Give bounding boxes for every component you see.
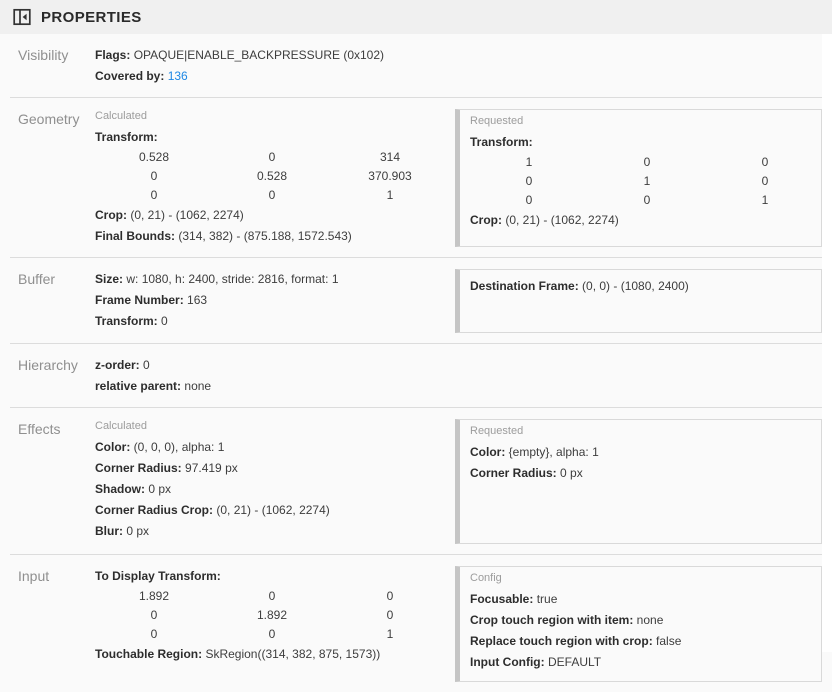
matrix-cell: 0 <box>761 174 769 188</box>
relative-parent-value: none <box>184 379 212 393</box>
color-value: (0, 0, 0), alpha: 1 <box>133 440 225 454</box>
section-buffer <box>10 258 822 344</box>
matrix-cell: 1.892 <box>138 589 170 603</box>
matrix-cell: 0 <box>150 608 158 622</box>
matrix-cell: 0 <box>643 193 651 207</box>
color-key: Color: <box>95 440 131 454</box>
section-label-input: Input <box>18 568 50 584</box>
crop-key: Crop: <box>95 208 127 222</box>
corner-radius-crop-value: (0, 21) - (1062, 2274) <box>216 503 330 517</box>
destination-frame-key: Destination Frame: <box>470 279 579 293</box>
replace-touch-region-row <box>470 631 811 652</box>
relative-parent-key: relative parent: <box>95 379 182 393</box>
color-value: {empty}, alpha: 1 <box>508 445 599 459</box>
buffer-transform-key: Transform: <box>95 314 158 328</box>
section-geometry <box>10 98 822 258</box>
replace-touch-region-key: Replace touch region with crop: <box>470 634 653 648</box>
flags-value: OPAQUE|ENABLE_BACKPRESSURE (0x102) <box>133 48 385 62</box>
buffer-requested-box <box>455 269 822 333</box>
matrix-cell: 0 <box>386 589 394 603</box>
matrix-cell: 1 <box>643 174 651 188</box>
input-config-box <box>455 566 822 682</box>
section-visibility <box>10 34 822 98</box>
z-order-value: 0 <box>143 358 150 372</box>
relative-parent-row <box>95 376 455 397</box>
replace-touch-region-value: false <box>656 634 682 648</box>
matrix-cell: 0 <box>150 627 158 641</box>
touchable-region-value: SkRegion((314, 382, 875, 1573)) <box>205 647 381 661</box>
input-config-row <box>470 652 811 673</box>
destination-frame-row <box>470 276 811 297</box>
crop-touch-region-key: Crop touch region with item: <box>470 613 634 627</box>
z-order-row <box>95 355 455 376</box>
transform-row <box>470 132 811 153</box>
properties-panel-icon <box>12 7 32 27</box>
section-label-effects: Effects <box>18 421 61 437</box>
crop-key: Crop: <box>470 213 502 227</box>
focusable-row <box>470 589 811 610</box>
section-label-geometry: Geometry <box>18 111 80 127</box>
matrix-cell: 314 <box>379 150 401 164</box>
final-bounds-value: (314, 382) - (875.188, 1572.543) <box>178 229 352 243</box>
covered-by-key: Covered by: <box>95 69 165 83</box>
section-label-buffer: Buffer <box>18 271 56 287</box>
matrix-cell: 1 <box>761 193 769 207</box>
destination-frame-value: (0, 0) - (1080, 2400) <box>582 279 689 293</box>
blur-value: 0 px <box>126 524 150 538</box>
final-bounds-row <box>95 226 455 247</box>
matrix-cell: 0 <box>525 174 533 188</box>
buffer-transform-value: 0 <box>161 314 168 328</box>
section-hierarchy <box>10 344 822 408</box>
size-value: w: 1080, h: 2400, stride: 2816, format: 1 <box>126 272 339 286</box>
final-bounds-key: Final Bounds: <box>95 229 175 243</box>
matrix-cell: 0 <box>525 193 533 207</box>
geometry-requested-box <box>455 109 822 247</box>
matrix-cell: 0 <box>386 608 394 622</box>
corner-radius-value: 97.419 px <box>185 461 238 475</box>
section-input <box>10 555 822 692</box>
section-effects <box>10 408 822 555</box>
frame-number-row <box>95 290 455 311</box>
crop-value: (0, 21) - (1062, 2274) <box>505 213 619 227</box>
crop-row <box>470 210 811 231</box>
calculated-tag: Calculated <box>95 420 147 432</box>
shadow-key: Shadow: <box>95 482 145 496</box>
section-label-hierarchy: Hierarchy <box>18 357 78 373</box>
to-display-transform-row <box>95 566 455 587</box>
matrix-cell: 0 <box>268 188 276 202</box>
matrix-cell: 1 <box>386 627 394 641</box>
touchable-region-row <box>95 644 455 665</box>
transform-row <box>95 127 455 148</box>
crop-touch-region-value: none <box>636 613 664 627</box>
crop-value: (0, 21) - (1062, 2274) <box>130 208 244 222</box>
effects-requested-box <box>455 419 822 544</box>
transform-key: Transform: <box>95 130 158 144</box>
section-label-visibility: Visibility <box>18 47 69 63</box>
flags-key: Flags: <box>95 48 131 62</box>
requested-tag: Requested <box>470 425 524 437</box>
size-key: Size: <box>95 272 124 286</box>
covered-by-link[interactable]: 136 <box>167 69 188 83</box>
corner-radius-crop-key: Corner Radius Crop: <box>95 503 214 517</box>
transform-matrix <box>95 148 455 205</box>
matrix-cell: 1.892 <box>256 608 288 622</box>
corner-radius-key: Corner Radius: <box>470 466 557 480</box>
corner-radius-value: 0 px <box>560 466 583 480</box>
buffer-transform-row <box>95 311 455 332</box>
scrollbar-track[interactable] <box>822 34 832 652</box>
blur-key: Blur: <box>95 524 123 538</box>
frame-number-key: Frame Number: <box>95 293 184 307</box>
matrix-cell: 0 <box>268 627 276 641</box>
input-config-key: Input Config: <box>470 655 545 669</box>
color-row <box>470 442 811 463</box>
focusable-value: true <box>536 592 558 606</box>
matrix-cell: 0 <box>643 155 651 169</box>
transform-matrix <box>470 153 811 210</box>
calculated-tag: Calculated <box>95 110 147 122</box>
color-key: Color: <box>470 445 506 459</box>
crop-touch-region-row <box>470 610 811 631</box>
z-order-key: z-order: <box>95 358 140 372</box>
corner-radius-row <box>95 458 455 479</box>
matrix-cell: 0.528 <box>138 150 170 164</box>
properties-header <box>0 0 832 34</box>
focusable-key: Focusable: <box>470 592 534 606</box>
to-display-transform-key: To Display Transform: <box>95 569 221 583</box>
color-row <box>95 437 455 458</box>
matrix-cell: 0 <box>761 155 769 169</box>
shadow-row <box>95 479 455 500</box>
shadow-value: 0 px <box>148 482 172 496</box>
matrix-cell: 0 <box>268 150 276 164</box>
panel-title: PROPERTIES <box>41 8 142 26</box>
corner-radius-row <box>470 463 811 484</box>
covered-by-row <box>95 66 455 87</box>
flags-row <box>95 45 455 66</box>
size-row <box>95 269 455 290</box>
touchable-region-key: Touchable Region: <box>95 647 203 661</box>
matrix-cell: 1 <box>525 155 533 169</box>
corner-radius-crop-row <box>95 500 455 521</box>
matrix-cell: 0 <box>150 169 158 183</box>
input-config-value: DEFAULT <box>547 655 602 669</box>
corner-radius-key: Corner Radius: <box>95 461 182 475</box>
matrix-cell: 0 <box>150 188 158 202</box>
matrix-cell: 0.528 <box>256 169 288 183</box>
matrix-cell: 1 <box>386 188 394 202</box>
crop-row <box>95 205 455 226</box>
config-tag: Config <box>470 572 502 584</box>
matrix-cell: 0 <box>268 589 276 603</box>
blur-row <box>95 521 455 542</box>
frame-number-value: 163 <box>187 293 208 307</box>
requested-tag: Requested <box>470 115 524 127</box>
transform-key: Transform: <box>470 135 533 149</box>
properties-content <box>0 34 832 692</box>
to-display-transform-matrix <box>95 587 455 644</box>
matrix-cell: 370.903 <box>368 169 412 183</box>
